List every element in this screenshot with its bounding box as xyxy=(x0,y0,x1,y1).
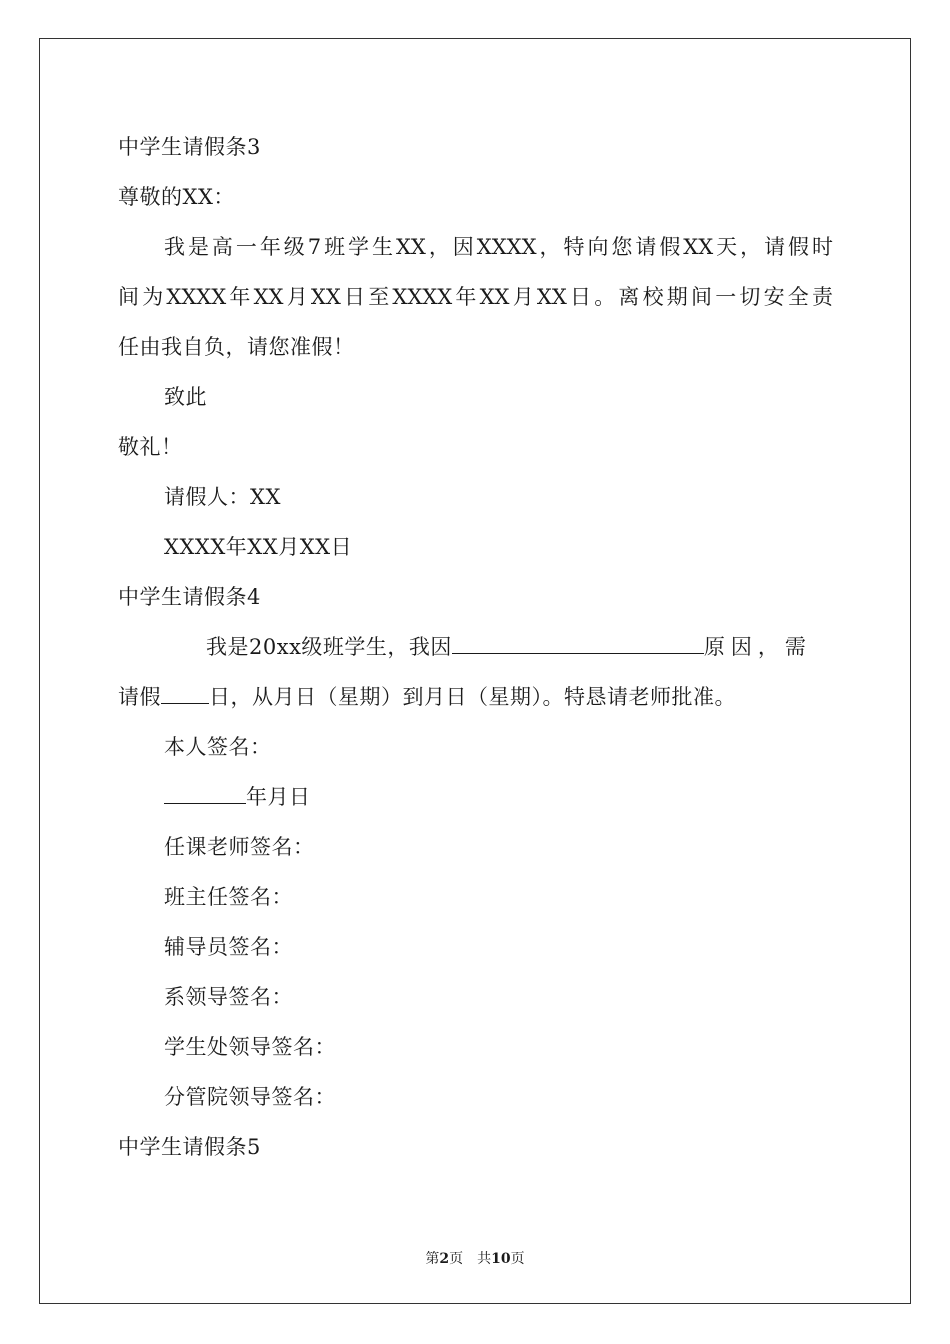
student-office-signature-line: 学生处领导签名： xyxy=(164,1035,336,1059)
teacher-signature-line: 任课老师签名： xyxy=(164,835,315,859)
body-text-after-reason: 原因，需 xyxy=(703,635,812,659)
reason-blank xyxy=(452,635,704,654)
total-suffix: 页 xyxy=(510,1251,525,1267)
body-text-after-days: 日，从月日（星期）到月日（星期）。特恳请老师批准。 xyxy=(209,685,736,709)
days-blank xyxy=(161,685,209,704)
body-paragraph-line-2: 间为XXXX年XX月XX日至XXXX年XX月XX日。离校期间一切安全责 xyxy=(118,285,833,309)
page-suffix: 页 xyxy=(449,1251,464,1267)
document-body xyxy=(118,122,833,1172)
page-prefix: 第 xyxy=(425,1251,440,1267)
body-text-before-days: 请假 xyxy=(118,685,161,709)
date-line: XXXX年XX月XX日 xyxy=(164,535,353,559)
closing-line-1: 致此 xyxy=(164,385,207,409)
page-footer xyxy=(0,1248,950,1268)
total-pages: 10 xyxy=(491,1251,511,1267)
body-paragraph-line-3: 任由我自负，请您准假！ xyxy=(118,335,355,359)
signature-date-line xyxy=(118,772,833,822)
section-4-title: 中学生请假条4 xyxy=(118,585,261,609)
counselor-signature-line: 辅导员签名： xyxy=(164,935,293,959)
section-4-body-line-2 xyxy=(118,672,833,722)
closing-line-2: 敬礼！ xyxy=(118,435,183,459)
dept-leader-signature-line: 系领导签名： xyxy=(164,985,293,1009)
section-3-title: 中学生请假条3 xyxy=(118,135,261,159)
body-text-before-reason: 我是20xx级班学生，我因 xyxy=(206,635,452,659)
section-5-title: 中学生请假条5 xyxy=(118,1135,261,1159)
date-suffix: 年月日 xyxy=(246,785,311,809)
college-leader-signature-line: 分管院领导签名： xyxy=(164,1085,336,1109)
headteacher-signature-line: 班主任签名： xyxy=(164,885,293,909)
page-number: 2 xyxy=(439,1251,450,1267)
self-signature-line: 本人签名： xyxy=(164,735,272,759)
section-4-body-line-1 xyxy=(118,622,833,672)
body-paragraph-line-1: 我是高一年级7班学生XX，因XXXX，特向您请假XX天，请假时 xyxy=(164,235,833,259)
total-prefix: 共 xyxy=(477,1251,492,1267)
signer-line: 请假人：XX xyxy=(164,485,281,509)
date-blank xyxy=(164,785,246,804)
salutation: 尊敬的XX： xyxy=(118,185,235,209)
